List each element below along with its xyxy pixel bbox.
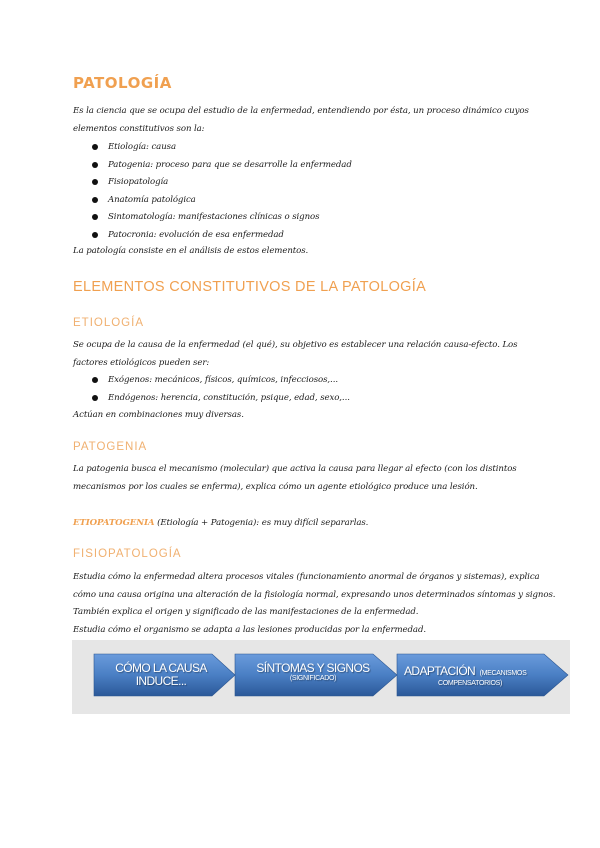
bullet-icon: [92, 214, 98, 220]
page-title: PATOLOGÍA: [73, 74, 172, 92]
etiopatogenia-line: [73, 515, 553, 533]
bullet-icon: [92, 162, 98, 168]
factors-list: [92, 372, 350, 407]
step1-label: CÓMO LA CAUSA INDUCE...: [115, 661, 207, 688]
step2-label: SÍNTOMAS Y SIGNOS (SIGNIFICADO): [256, 661, 370, 682]
process-flow-diagram: [72, 640, 570, 714]
fisiopatologia-heading: FISIOPATOLOGÍA: [73, 548, 182, 560]
intro-close: La patología consiste en el análisis de estos elementos.: [73, 246, 309, 256]
bullet-icon: [92, 144, 98, 150]
list-item: Sintomatología: manifestaciones clínicas o signos: [92, 209, 352, 227]
bullet-icon: [92, 377, 98, 383]
etiopatogenia-term: ETIOPATOGENIA: [73, 518, 155, 528]
bullet-icon: [92, 179, 98, 185]
bullet-icon: [92, 197, 98, 203]
etiologia-heading: ETIOLOGÍA: [73, 317, 144, 329]
patogenia-text: La patogenia busca el mecanismo (molecular) que activa la causa para llegar al efecto (con los distintos mecanismos por los cuales se enferma), explica cómo un agente etiológico produce una lesión.: [73, 464, 517, 492]
list-item: Fisiopatología: [92, 174, 352, 192]
bullet-icon: [92, 395, 98, 401]
list-item: Patogenia: proceso para que se desarrolle la enfermedad: [92, 157, 352, 175]
intro-paragraph: Es la ciencia que se ocupa del estudio de la enfermedad, entendiendo por ésta, un proceso dinámico cuyos elementos constitutivos son la:: [73, 106, 529, 134]
bullet-icon: [92, 232, 98, 238]
section-title: ELEMENTOS CONSTITUTIVOS DE LA PATOLOGÍA: [73, 279, 427, 295]
fisiopatologia-text: Estudia cómo la enfermedad altera procesos vitales (funcionamiento anormal de órganos y sistemas), explica cómo una causa origina una alteración de la fisiología normal, expresando unos determinados síntomas y signos. También explica el origen y significado de las manifestaciones de la enfermedad. Estudia cómo el organismo se adapta a las lesiones producidas por la enfermedad.: [73, 572, 556, 635]
list-item: Patocronia: evolución de esa enfermedad: [92, 227, 352, 245]
step3-label: ADAPTACIÓN (MECANISMOS COMPENSATORIOS): [404, 664, 527, 687]
etiologia-text: Se ocupa de la causa de la enfermedad (el qué), su objetivo es establecer una relación causa-efecto. Los factores etiológicos pueden ser:: [73, 340, 518, 368]
list-item: Exógenos: mecánicos, físicos, químicos, infecciosos,...: [92, 372, 350, 390]
elements-list: [92, 139, 352, 244]
patogenia-heading: PATOGENIA: [73, 441, 148, 453]
list-item: Endógenos: herencia, constitución, psique, edad, sexo,...: [92, 390, 350, 408]
list-item: Anatomía patológica: [92, 192, 352, 210]
list-item: Etiología: causa: [92, 139, 352, 157]
etiopatogenia-rest: (Etiología + Patogenia): es muy difícil separarlas.: [154, 518, 369, 528]
etiologia-close: Actúan en combinaciones muy diversas.: [73, 410, 244, 420]
